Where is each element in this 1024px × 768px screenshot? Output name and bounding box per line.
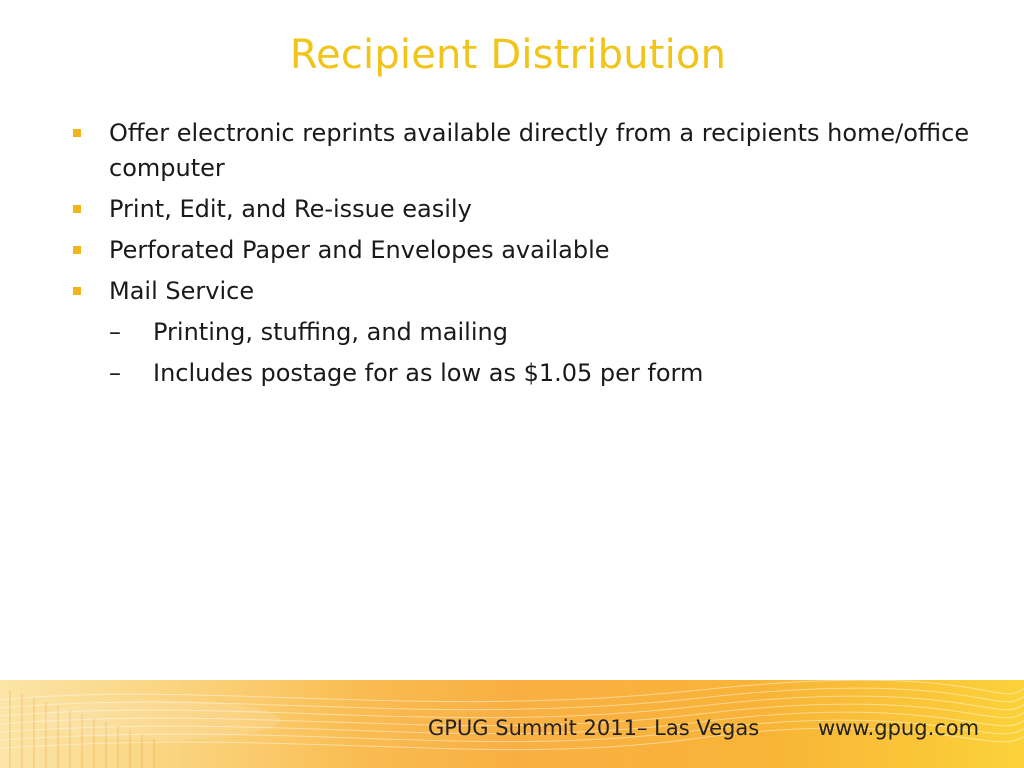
square-bullet-icon (73, 246, 81, 254)
footer-event-name: GPUG Summit 2011– Las Vegas (428, 716, 760, 740)
bullet-text: Mail Service (109, 277, 255, 305)
bullet-item (72, 274, 972, 391)
dash-bullet-icon: – (109, 359, 121, 387)
footer-url: www.gpug.com (818, 716, 980, 740)
slide-title: Recipient Distribution (289, 32, 727, 78)
square-bullet-icon (73, 287, 81, 295)
sub-bullet-item (109, 315, 972, 350)
sub-bullet-list (109, 315, 972, 391)
sub-bullet-text: Includes postage for as low as $1.05 per form (153, 359, 704, 387)
bullet-item (72, 192, 972, 227)
sub-bullet-item (109, 356, 972, 391)
square-bullet-icon (73, 205, 81, 213)
bullet-list (72, 116, 972, 397)
sub-bullet-text: Printing, stuffing, and mailing (153, 318, 508, 346)
dash-bullet-icon: – (109, 318, 121, 346)
square-bullet-icon (73, 129, 81, 137)
bullet-text: Perforated Paper and Envelopes available (109, 236, 610, 264)
bullet-item (72, 233, 972, 268)
bullet-text: Print, Edit, and Re-issue easily (109, 195, 472, 223)
bullet-item (72, 116, 972, 186)
bullet-text: Offer electronic reprints available directly from a recipients home/office computer (109, 119, 970, 182)
